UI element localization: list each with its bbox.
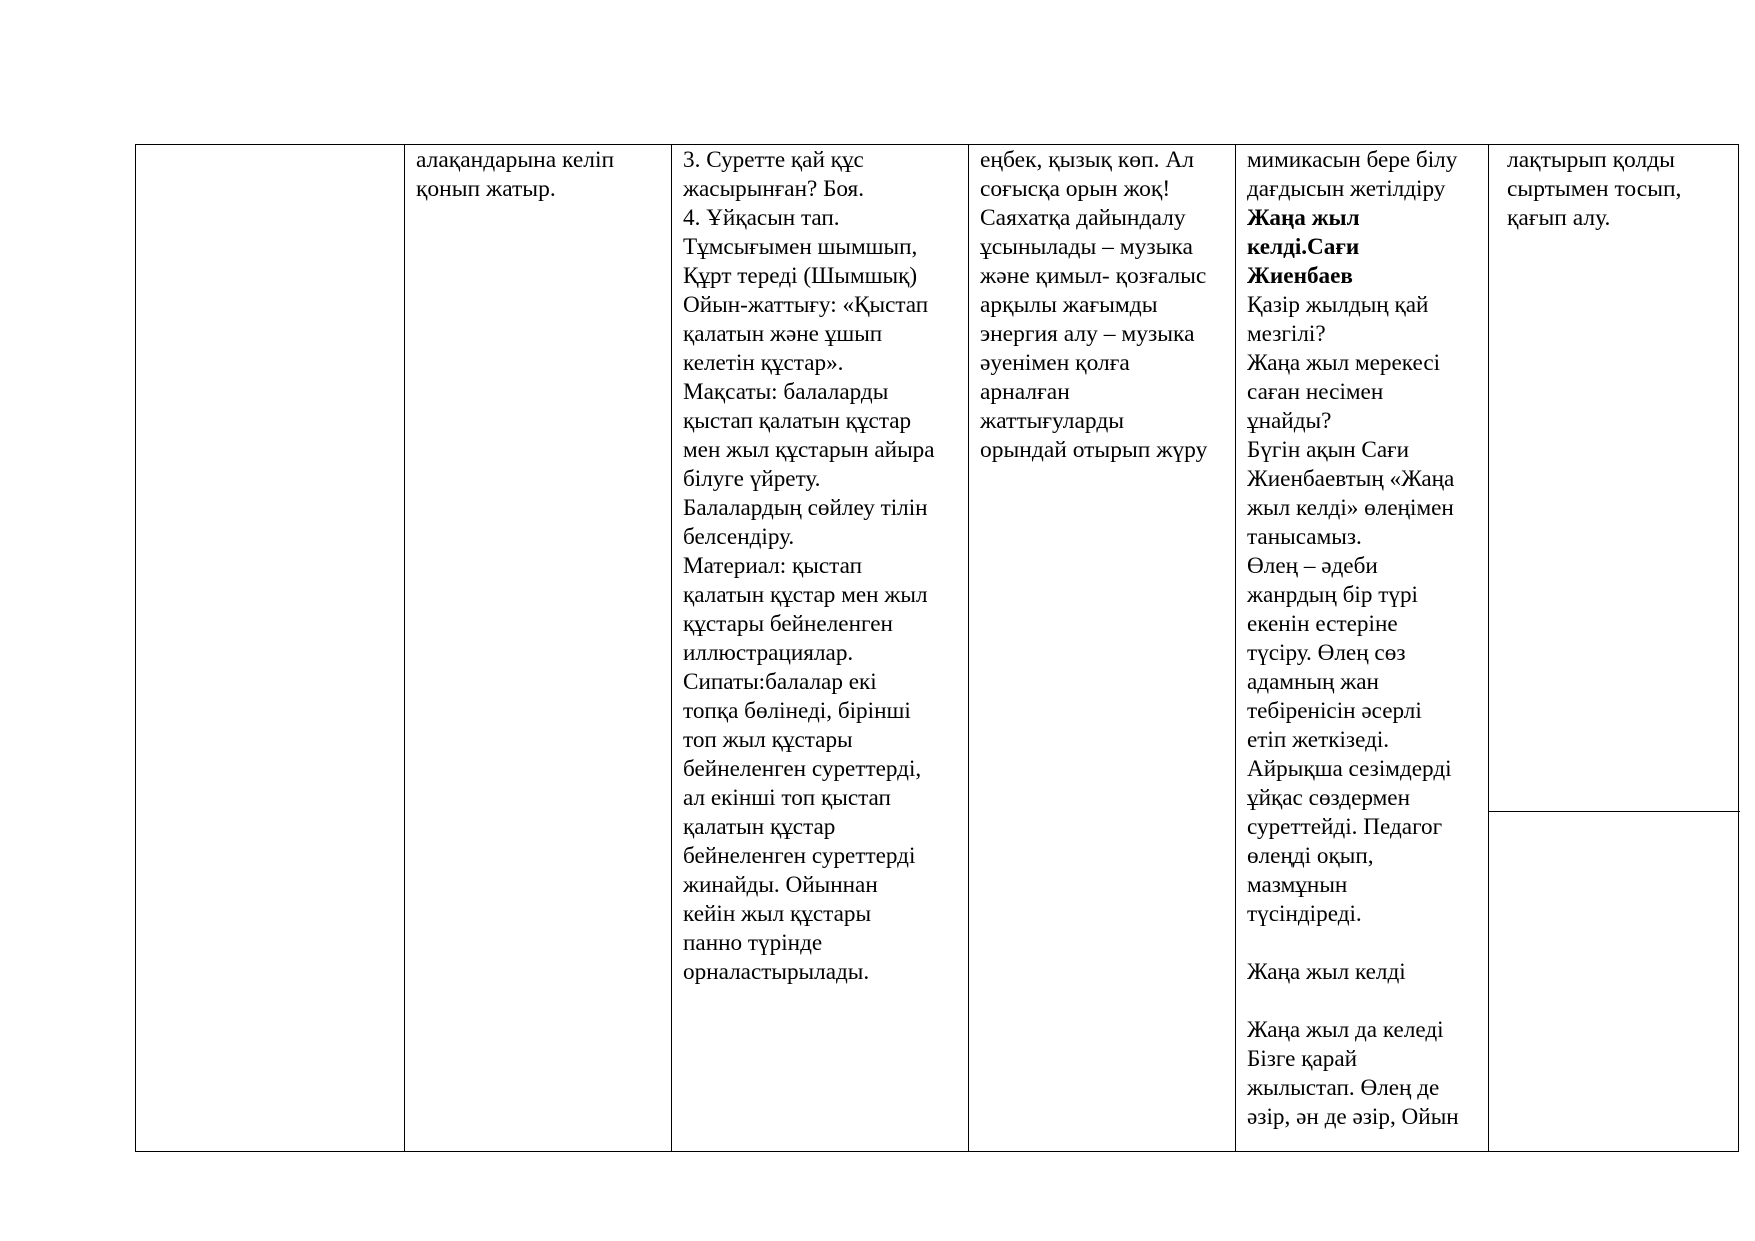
col5-intro-text: мимикасын бере білу дағдысын жетілдіру (1247, 147, 1458, 202)
cell-divider-line (1489, 811, 1740, 812)
cell-text-col3: 3. Суретте қай құс жасырынған? Боя. 4. Ұйқасын тап. Тұмсығымен шымшып, Құрт тереді (Шымшық) Ойын-жаттығу: «Қыстап қалатын және ұшып келетін құстар». Мақсаты: балаларды қыстап қалатын құстар мен жыл құстарын айыра білуге үйрету. Балалардың сөйлеу тілін белсендіру. Материал: қыстап қалатын құстар мен жыл құстары бейнеленген иллюстрациялар. Сипаты:балалар екі топқа бөлінеді, бірінші топ жыл құстары бейнеленген суреттерді, ал екінші топ қыстап қалатын құстар бейнеленген суреттерді жинайды. Ойыннан кейін жыл құстары панно түрінде орналастырылады. (683, 147, 935, 985)
cell-text-col6: лақтырып қолды сыртымен тосып, қағып алу. (1507, 147, 1682, 231)
table-cell-col6 (1489, 145, 1740, 1151)
lesson-plan-table (135, 144, 1739, 1152)
cell-text-col4: еңбек, қызық көп. Ал соғысқа орын жоқ! Саяхатқа дайындалу ұсынылады – музыка және қимыл- қозғалыс арқылы жағымды энергия алу – музыка әуенімен қолға арналған жаттығуларды орындай отырып жүру (980, 147, 1208, 463)
table-cell-col2 (405, 145, 672, 1151)
cell-text-col2: алақандарына келіп қонып жатыр. (416, 147, 615, 202)
table-cell-col1 (136, 145, 405, 1151)
col5-body-text: Қазір жылдың қай мезгілі? Жаңа жыл мерекесі саған несімен ұнайды? Бүгін ақын Сағи Жиенбаевтың «Жаңа жыл келді» өлеңімен танысамыз. Өлең – әдеби жанрдың бір түрі екенін естеріне түсіру. Өлең сөз адамның жан тебіренісін әсерлі етіп жеткізеді. Айрықша сезімдерді ұйқас сөздермен суреттейді. Педагог өлеңді оқып, мазмұнын түсіндіреді. Жаңа жыл келді Жаңа жыл да келеді Бізге қарай жылыстап. Өлең де әзір, ән де әзір, Ойын (1247, 292, 1459, 1130)
poem-heading: Жаңа жыл келді.Сағи Жиенбаев (1247, 205, 1360, 289)
table-cell-col3 (672, 145, 969, 1151)
cell-text-col5 (1247, 146, 1484, 1132)
table-cell-col4 (969, 145, 1236, 1151)
table-cell-col5 (1236, 145, 1489, 1151)
